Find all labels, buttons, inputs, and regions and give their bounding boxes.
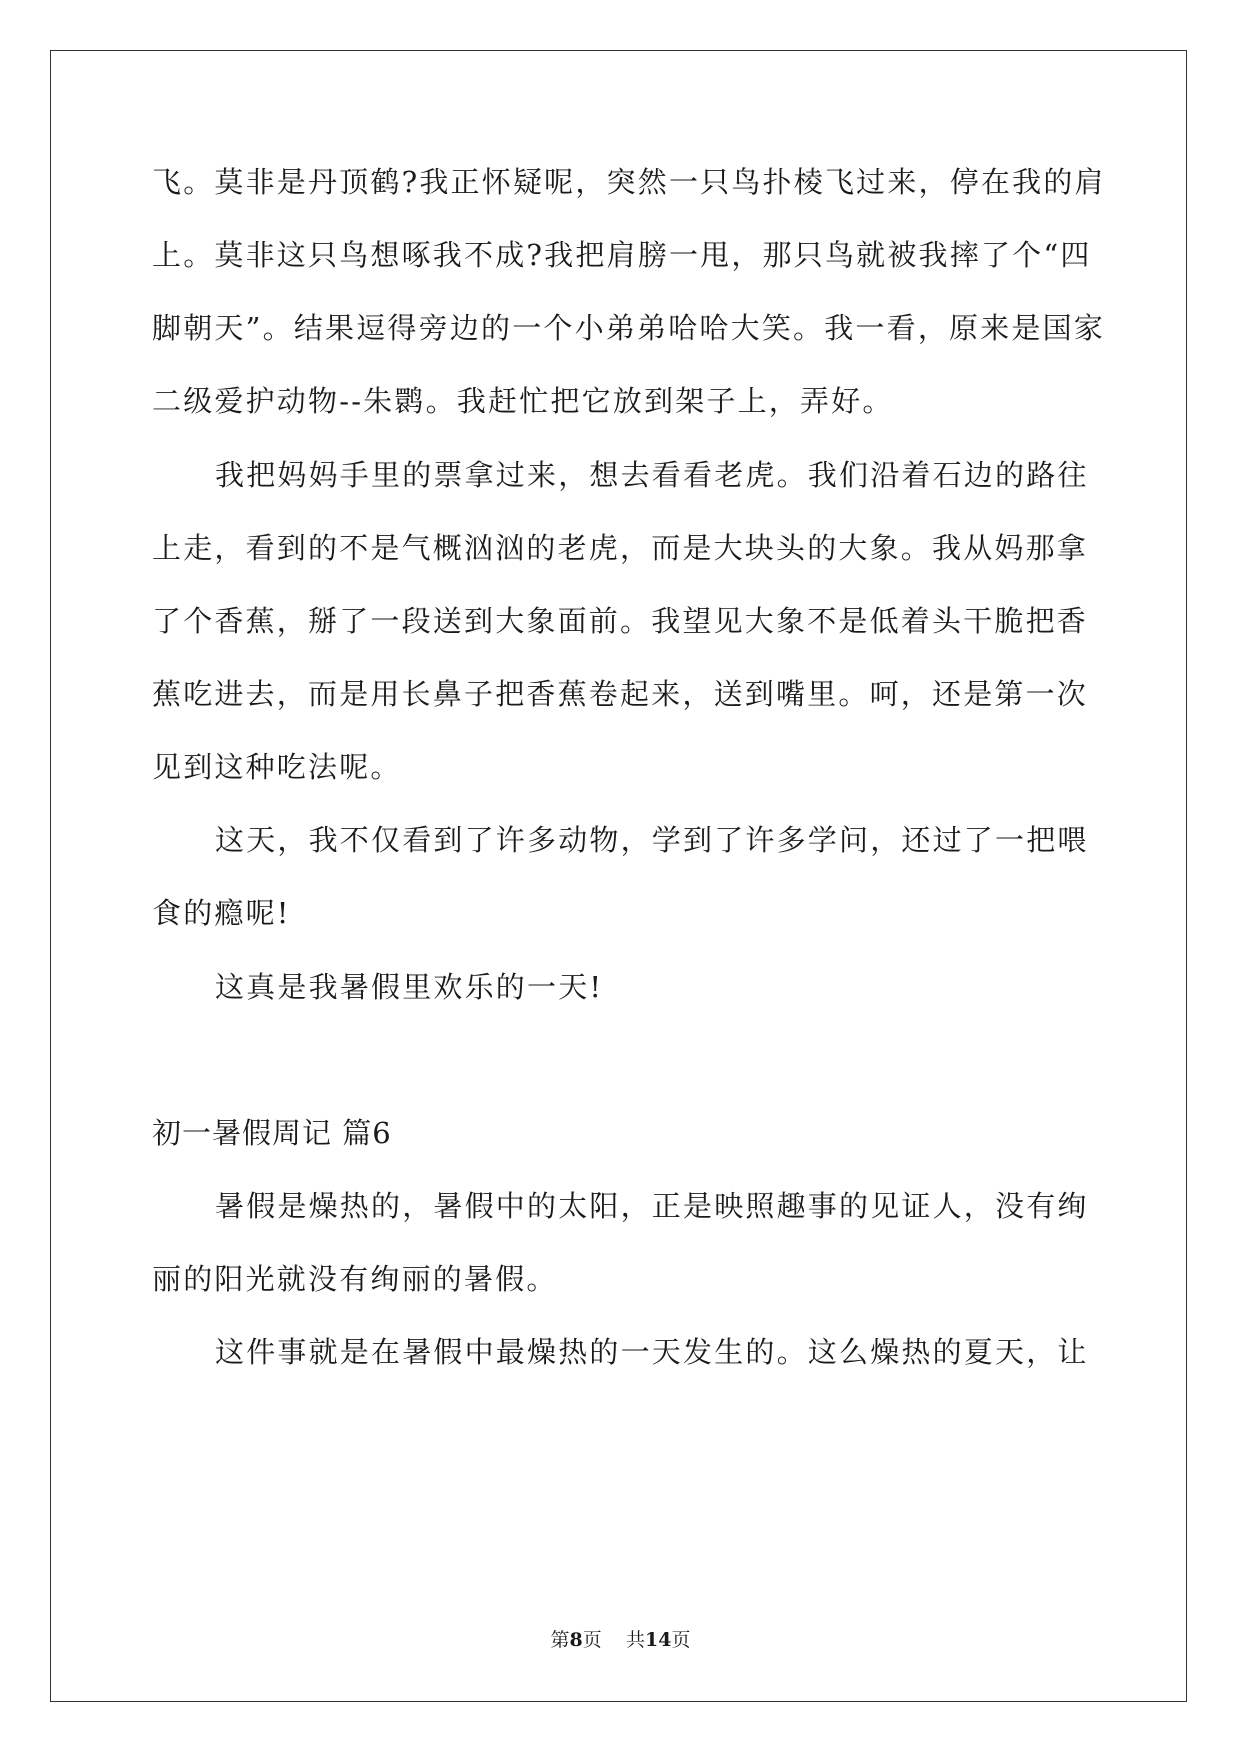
text-line: 上走，看到的不是气概汹汹的老虎，而是大块头的大象。我从妈那拿 [152,531,1089,565]
paragraph-start-line: 这件事就是在暑假中最燥热的一天发生的。这么燥热的夏天，让 [215,1335,1089,1369]
paragraph-start-line: 我把妈妈手里的票拿过来，想去看看老虎。我们沿着石边的路往 [215,458,1089,492]
text-line: 脚朝天”。结果逗得旁边的一个小弟弟哈哈大笑。我一看，原来是国家 [152,311,1106,345]
text-line: 丽的阳光就没有绚丽的暑假。 [152,1262,558,1296]
text-line: 了个香蕉，掰了一段送到大象面前。我望见大象不是低着头干脆把香 [152,604,1089,638]
footer-total-suffix: 页 [671,1629,691,1651]
text-line: 二级爱护动物--朱鹮。我赶忙把它放到架子上，弄好。 [152,384,894,418]
footer-total-prefix: 共 [625,1629,645,1651]
section-heading: 初一暑假周记 篇6 [152,1116,392,1150]
paragraph-start-line: 这真是我暑假里欢乐的一天! [215,970,604,1004]
footer-page-suffix: 页 [582,1629,602,1651]
footer-prefix: 第 [550,1629,570,1651]
footer-total-pages: 14 [644,1629,672,1651]
text-line: 飞。莫非是丹顶鹤?我正怀疑呢，突然一只鸟扑棱飞过来，停在我的肩 [152,165,1106,199]
text-line: 见到这种吃法呢。 [152,750,402,784]
footer-page-number: 8 [569,1629,583,1651]
page-footer [0,1628,1241,1652]
paragraph-start-line: 这天，我不仅看到了许多动物，学到了许多学问，还过了一把喂 [215,823,1089,857]
text-line: 蕉吃进去，而是用长鼻子把香蕉卷起来，送到嘴里。呵，还是第一次 [152,677,1089,711]
page-border [50,50,1187,1702]
text-line: 食的瘾呢! [152,896,291,930]
paragraph-start-line: 暑假是燥热的，暑假中的太阳，正是映照趣事的见证人，没有绚 [215,1189,1089,1223]
text-line: 上。莫非这只鸟想啄我不成?我把肩膀一甩，那只鸟就被我摔了个“四 [152,238,1092,272]
